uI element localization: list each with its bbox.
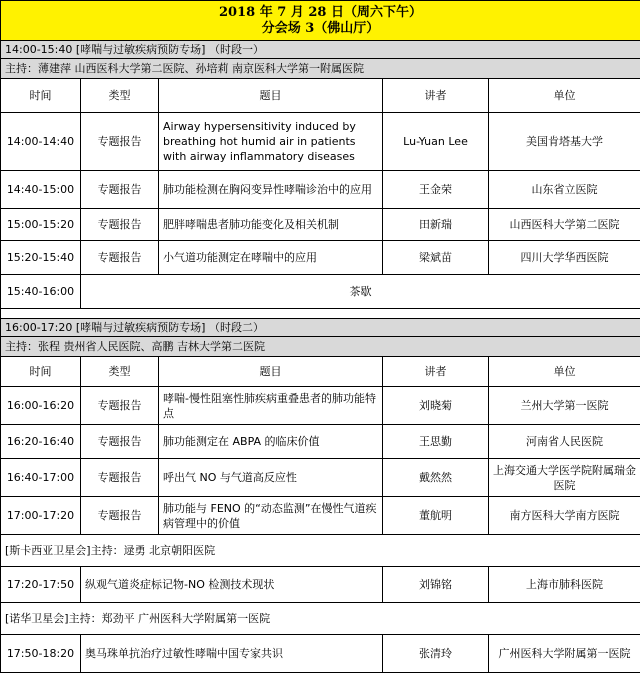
session2-title-row <box>1 319 640 337</box>
session2-title: 16:00-17:20 [哮喘与过敏疾病预防专场] （时段二） <box>1 319 640 337</box>
topic-cell: 哮喘-慢性阻塞性肺疾病重叠患者的肺功能特点 <box>159 387 383 425</box>
unit-cell: 上海交通大学医学院附属瑞金医院 <box>489 459 640 497</box>
satellite1-host-row <box>1 535 640 567</box>
col-header-unit: 单位 <box>489 79 640 113</box>
type-cell: 专题报告 <box>81 241 159 275</box>
session1-title: 14:00-15:40 [哮喘与过敏疾病预防专场] （时段一） <box>1 41 640 59</box>
speaker-cell: 王金荣 <box>383 171 489 209</box>
time-cell: 17:00-17:20 <box>1 497 81 535</box>
session2-hosts-row <box>1 337 640 357</box>
satellite2-host-row <box>1 603 640 635</box>
column-header-row <box>1 357 640 387</box>
session1-hosts-row <box>1 59 640 79</box>
session1-title-row <box>1 41 640 59</box>
col-header-time: 时间 <box>1 79 81 113</box>
table-row <box>1 171 640 209</box>
unit-cell: 河南省人民医院 <box>489 425 640 459</box>
unit-cell: 兰州大学第一医院 <box>489 387 640 425</box>
table-row <box>1 635 640 673</box>
speaker-cell: 张清玲 <box>383 635 489 673</box>
col-header-unit: 单位 <box>489 357 640 387</box>
topic-cell: 肥胖哮喘患者肺功能变化及相关机制 <box>159 209 383 241</box>
break-time: 15:40-16:00 <box>1 275 81 309</box>
unit-cell: 美国肯塔基大学 <box>489 113 640 171</box>
satellite1-host: [斯卡西亚卫星会]主持：逯勇 北京朝阳医院 <box>1 535 640 567</box>
page-title <box>1 1 640 41</box>
type-cell: 专题报告 <box>81 459 159 497</box>
topic-cell: 肺功能检测在胸闷变异性哮喘诊治中的应用 <box>159 171 383 209</box>
header-row <box>1 1 640 41</box>
speaker-cell: 田新瑞 <box>383 209 489 241</box>
table-row <box>1 387 640 425</box>
col-header-time: 时间 <box>1 357 81 387</box>
satellite2-host: [诺华卫星会]主持：郑劲平 广州医科大学附属第一医院 <box>1 603 640 635</box>
unit-cell: 南方医科大学南方医院 <box>489 497 640 535</box>
speaker-cell: 刘锦铭 <box>383 567 489 603</box>
time-cell: 14:40-15:00 <box>1 171 81 209</box>
col-header-speaker: 讲者 <box>383 357 489 387</box>
type-cell: 专题报告 <box>81 387 159 425</box>
time-cell: 16:00-16:20 <box>1 387 81 425</box>
topic-cell: 呼出气 NO 与气道高反应性 <box>159 459 383 497</box>
time-cell: 15:20-15:40 <box>1 241 81 275</box>
topic-cell: 肺功能与 FENO 的“动态监测”在慢性气道疾病管理中的价值 <box>159 497 383 535</box>
unit-cell: 四川大学华西医院 <box>489 241 640 275</box>
col-header-topic: 题目 <box>159 357 383 387</box>
speaker-cell: 戴然然 <box>383 459 489 497</box>
time-cell: 16:40-17:00 <box>1 459 81 497</box>
topic-cell: 奥马珠单抗治疗过敏性哮喘中国专家共识 <box>81 635 383 673</box>
type-cell: 专题报告 <box>81 209 159 241</box>
header-date: 2018 年 7 月 28 日（周六下午） <box>219 4 422 20</box>
column-header-row <box>1 79 640 113</box>
time-cell: 14:00-14:40 <box>1 113 81 171</box>
unit-cell: 广州医科大学附属第一医院 <box>489 635 640 673</box>
type-cell: 专题报告 <box>81 425 159 459</box>
session2-hosts: 主持：张程 贵州省人民医院、高鹏 吉林大学第二医院 <box>1 337 640 357</box>
break-label: 茶歇 <box>81 275 640 309</box>
type-cell: 专题报告 <box>81 497 159 535</box>
speaker-cell: Lu-Yuan Lee <box>383 113 489 171</box>
col-header-topic: 题目 <box>159 79 383 113</box>
time-cell: 17:20-17:50 <box>1 567 81 603</box>
table-row <box>1 113 640 171</box>
col-header-speaker: 讲者 <box>383 79 489 113</box>
speaker-cell: 梁斌苗 <box>383 241 489 275</box>
unit-cell: 山西医科大学第二医院 <box>489 209 640 241</box>
table-row <box>1 425 640 459</box>
time-cell: 15:00-15:20 <box>1 209 81 241</box>
topic-cell: 纵观气道炎症标记物-NO 检测技术现状 <box>81 567 383 603</box>
speaker-cell: 董航明 <box>383 497 489 535</box>
unit-cell: 上海市肺科医院 <box>489 567 640 603</box>
time-cell: 16:20-16:40 <box>1 425 81 459</box>
col-header-type: 类型 <box>81 357 159 387</box>
unit-cell: 山东省立医院 <box>489 171 640 209</box>
break-row <box>1 275 640 309</box>
topic-cell: Airway hypersensitivity induced by breathing hot humid air in patients with airway inflammatory diseases <box>159 113 383 171</box>
speaker-cell: 刘晓菊 <box>383 387 489 425</box>
spacer <box>1 309 640 319</box>
time-cell: 17:50-18:20 <box>1 635 81 673</box>
type-cell: 专题报告 <box>81 113 159 171</box>
table-row <box>1 459 640 497</box>
topic-cell: 小气道功能测定在哮喘中的应用 <box>159 241 383 275</box>
type-cell: 专题报告 <box>81 171 159 209</box>
spacer-row <box>1 309 640 319</box>
table-row <box>1 209 640 241</box>
col-header-type: 类型 <box>81 79 159 113</box>
table-row <box>1 567 640 603</box>
session1-hosts: 主持：薄建萍 山西医科大学第二医院、孙培莉 南京医科大学第一附属医院 <box>1 59 640 79</box>
table-row <box>1 497 640 535</box>
table-row <box>1 241 640 275</box>
speaker-cell: 王思勤 <box>383 425 489 459</box>
header-venue: 分会场 3（佛山厅） <box>261 20 380 36</box>
topic-cell: 肺功能测定在 ABPA 的临床价值 <box>159 425 383 459</box>
